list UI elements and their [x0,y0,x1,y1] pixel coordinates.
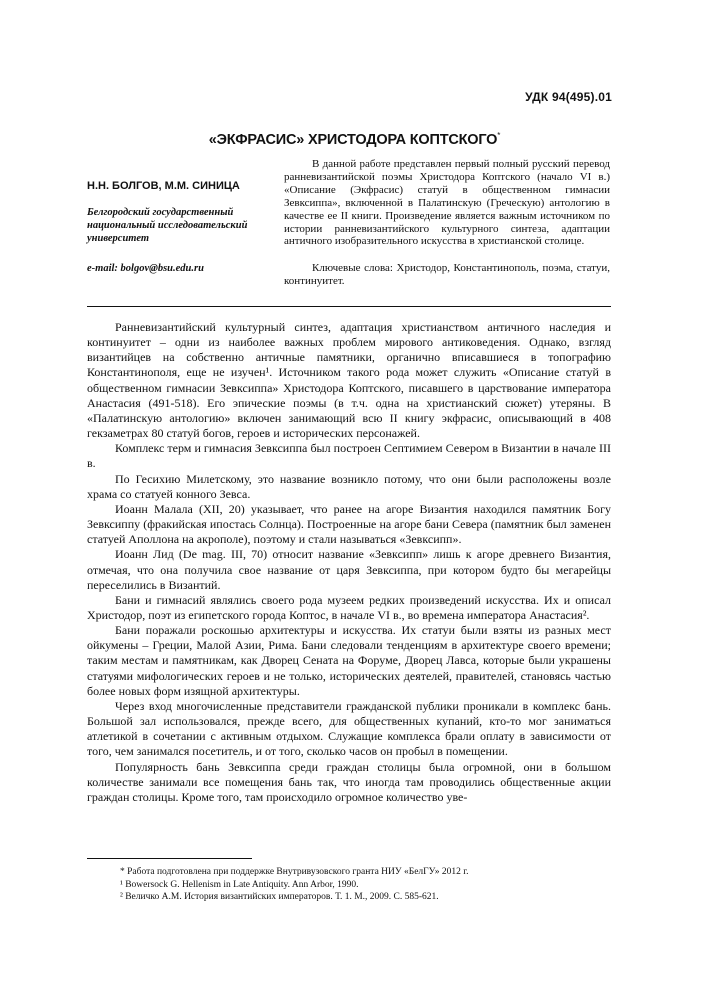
footnote-1: ¹ Bowersock G. Hellenism in Late Antiquity. Ann Arbor, 1990. [120,879,359,890]
footnote-grant: * Работа подготовлена при поддержке Внутривузовского гранта НИУ «БелГУ» 2012 г. [120,867,469,877]
title-footnote-marker: * [497,131,501,140]
abstract [284,158,610,288]
author-block [87,180,277,274]
header-divider [87,306,611,307]
body-paragraph: Популярность бань Зевксиппа среди граждан столицы была огромной, они в большом количестве занимали все помещения бань так, что иногда там проводились общественные акции граждан столицы. Кроме того, там происходило огромное количество уве- [87,759,611,804]
authors: Н.Н. БОЛГОВ, М.М. СИНИЦА [87,180,240,192]
body-paragraph: Бани и гимнасий являлись своего рода музеем редких произведений искусства. Их и описал Христодор, поэт из египетского города Коптос, в начале VI в., во времена императора Анастасия². [87,592,611,622]
body-paragraph: Иоанн Лид (De mag. III, 70) относит название «Зевксипп» лишь к агоре древнего Византия, отмечая, что она получила свое название от царя Зевксиппа, при котором будто бы мегарейцы переселились в Византий. [87,547,611,592]
affiliation: Белгородский государственный национальный исследовательский университет [87,207,248,244]
abstract-text: В данной работе представлен первый полный русский перевод ранневизантийской поэмы Христодора Коптского (начало VI в.) «Описание (Экфрасис) статуй в общественном гимнасии Зевксиппа», включенной в Палатинскую (Греческую) антологию в качестве ее II книги. Произведение является важным источником по истории ранневизантийского культурного синтеза, адаптации античного изобразительного искусства в христианской столице. [284,158,610,248]
article-body [87,320,611,805]
body-paragraph: По Гесихию Милетскому, это название возникло потому, что они были расположены возле храма со статуей конного Зевса. [87,471,611,501]
footnotes [120,866,610,904]
article-title [0,131,709,148]
body-paragraph: Бани поражали роскошью архитектуры и искусства. Их статуи были взяты из разных мест ойкумены – Греции, Малой Азии, Рима. Бани следовали тенденциям в архитектуре своего времени; таким местам и памятникам, как Дворец Сената на Форуме, Дворец Лавса, которые были украшены статуями мифологических героев и не только, исторических деятелей, правителей, становясь частью более новых форм изящной архитектуры. [87,623,611,698]
footnote-2: ² Величко А.М. История византийских императоров. Т. 1. М., 2009. С. 585-621. [120,892,439,902]
body-paragraph: Через вход многочисленные представители гражданской публики проникали в комплекс бань. Большой зал использовался, прежде всего, для общественных купаний, кто-то мог заниматься атлетикой в сочетании с активным отдыхом. Служащие комплекса брали оплату в зависимости от того, чем занимался посетитель, и от того, сколько часов он пробыл в помещении. [87,698,611,759]
article-title-text: «ЭКФРАСИС» ХРИСТОДОРА КОПТСКОГО [208,131,498,148]
body-paragraph: Иоанн Малала (XII, 20) указывает, что ранее на агоре Византия находился памятник Богу Зевксиппу (фракийская ипостась Солнца). Построенные на агоре бани Севера (памятник был заменен статуей Аполлона на акрополе), поэтому и стали называться «Зевксипп». [87,501,611,547]
keywords: Ключевые слова: Христодор, Константинополь, поэма, статуи, континуитет. [284,262,610,288]
author-email: e-mail: bolgov@bsu.edu.ru [87,263,204,274]
udc-code: УДК 94(495).01 [525,90,612,104]
body-paragraph: Комплекс терм и гимнасия Зевксиппа был построен Септимием Севером в Византии в начале III в. [87,441,611,471]
body-paragraph: Ранневизантийский культурный синтез, адаптация христианством античного наследия и континуитет – одни из наиболее важных проблем мирового антиковедения. Однако, взгляд византийцев на собственно античные памятники, органично вписавшиеся в топографию Константинополя, еще не изучен¹. Источником такого рода может служить «Описание статуй в общественном гимнасии Зевксиппа» Христодора Коптского, писавшего в царствование императора Анастасия (491-518). Его эпические поэмы (в т.ч. одна на христианский сюжет) утеряны. В «Палатинскую антологию» включен занимающий всю II книгу экфрасис, описывающий в 408 гекзаметрах 80 статуй богов, героев и исторических персонажей. [87,320,611,441]
footnote-divider [87,858,252,859]
